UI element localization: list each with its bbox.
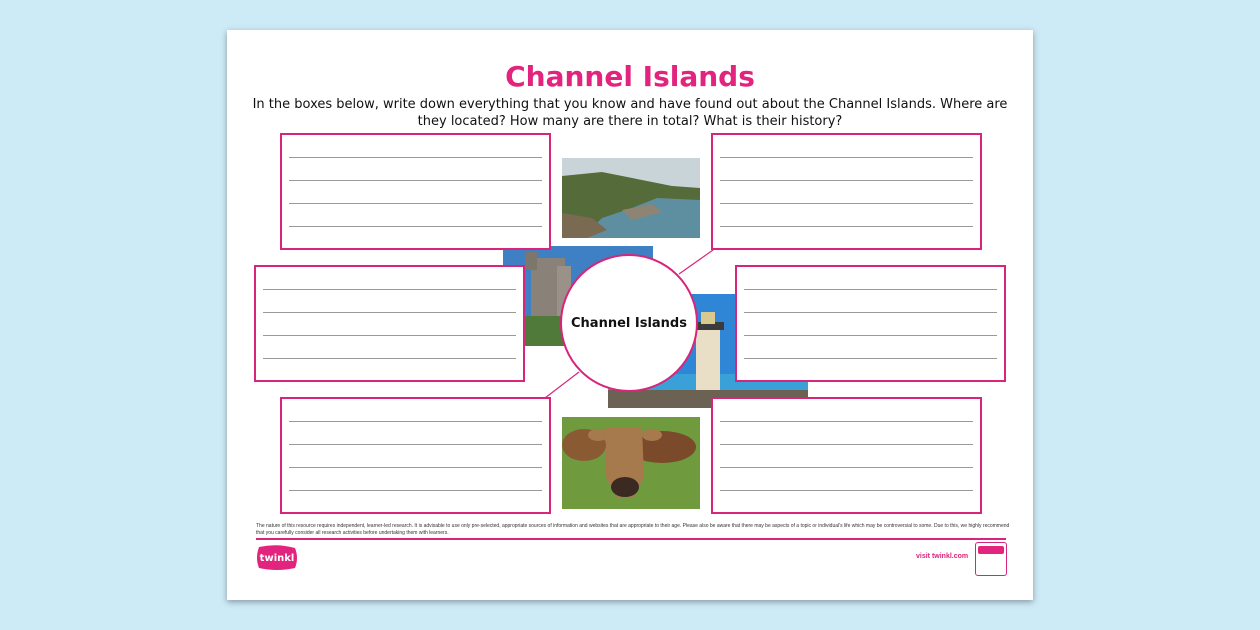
twinkl-logo xyxy=(255,545,299,571)
disclaimer-text: The nature of this resource requires independent, learner-led research. It is advisable to use only pre-selected, appropriate sources of information and websites that are appropriate to their age. Please also be aware that there may be aspects of a topic or individual's life which may be controversial to some. Due to this, we highly recommend that you carefully consider all research activities before undertaking them with learners. xyxy=(256,523,1010,536)
worksheet-page xyxy=(227,30,1033,600)
writing-box-bottom-left[interactable] xyxy=(280,397,551,514)
footer-divider xyxy=(256,538,1006,540)
center-topic-label: Channel Islands xyxy=(571,315,687,331)
writing-box-top-right[interactable] xyxy=(711,133,982,250)
cows-photo xyxy=(562,417,700,509)
writing-box-middle-left[interactable] xyxy=(254,265,525,382)
writing-box-top-left[interactable] xyxy=(280,133,551,250)
page-title: Channel Islands xyxy=(505,60,755,93)
twinkl-badge-icon xyxy=(975,542,1007,576)
twinkl-logo-text: twinkl xyxy=(259,553,295,564)
writing-box-middle-right[interactable] xyxy=(735,265,1006,382)
center-topic-circle xyxy=(560,254,698,392)
instructions-text: In the boxes below, write down everything that you know and have found out about the Channel Islands. Where are they located? How many are there in total? What is their history? xyxy=(252,97,1008,129)
coastline-photo xyxy=(562,158,700,238)
writing-box-bottom-right[interactable] xyxy=(711,397,982,514)
visit-link[interactable]: visit twinkl.com xyxy=(916,553,969,560)
